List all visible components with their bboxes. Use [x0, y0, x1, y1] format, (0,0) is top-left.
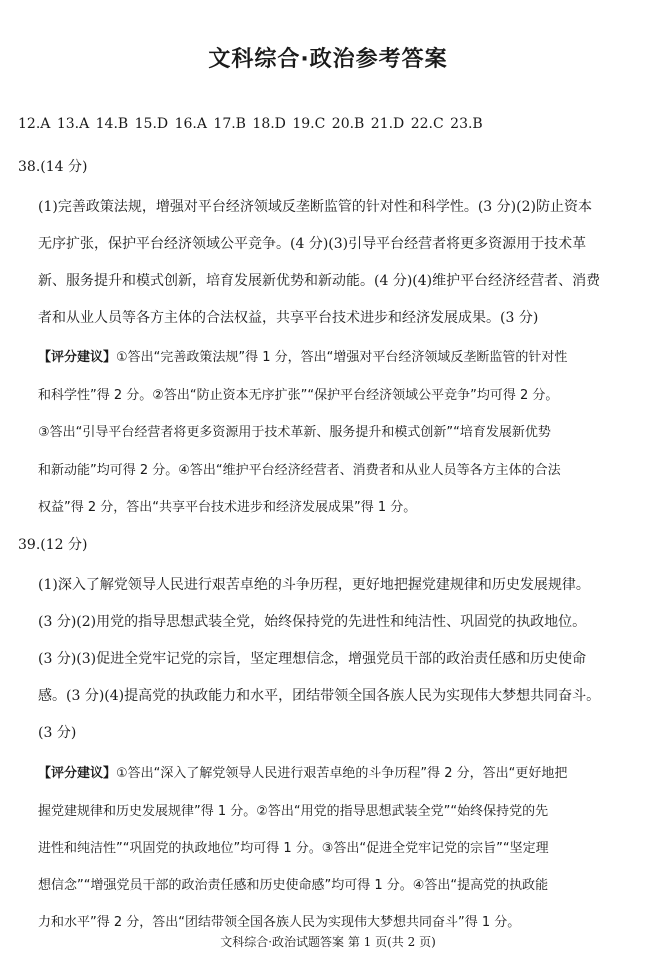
q38-grading-line: 【评分建议】①答出“完善政策法规”得 1 分，答出“增强对平台经济领域反垄断监管的针对性 [38, 350, 568, 365]
q39-grading-line: 【评分建议】①答出“深入了解党领导人民进行艰苦卓绝的斗争历程”得 2 分，答出“更好地把 [38, 766, 568, 781]
q39-answer-line: 感。(3 分)(4)提高党的执政能力和水平，团结带领全国各族人民为实现伟大梦想共同奋斗。 [38, 688, 601, 704]
q38-header: 38.(14 分) [18, 159, 88, 175]
q38-answer-line: (1)完善政策法规，增强对平台经济领域反垄断监管的针对性和科学性。(3 分)(2)防止资本 [38, 199, 592, 215]
page-title: 文科综合·政治参考答案 [208, 47, 448, 72]
q39-header: 39.(12 分) [18, 537, 88, 553]
q38-answer-line: 者和从业人员等各方主体的合法权益，共享平台技术进步和经济发展成果。(3 分) [38, 310, 539, 326]
q39-answer-line: (3 分) [38, 725, 77, 741]
grading-tag: 【评分建议】 [38, 766, 117, 781]
q39-grading-line: 握党建规律和历史发展规律”得 1 分。②答出“用党的指导思想武装全党”“始终保持党的先 [38, 804, 549, 819]
q38-grading-line: 权益”得 2 分，答出“共享平台技术进步和经济发展成果”得 1 分。 [38, 500, 417, 515]
q39-grading-line: 进性和纯洁性”“巩固党的执政地位”均可得 1 分。③答出“促进全党牢记党的宗旨”“坚定理 [38, 841, 549, 856]
q39-answer-line: (3 分)(3)促进全党牢记党的宗旨，坚定理想信念，增强党员干部的政治责任感和历史使命 [38, 651, 587, 667]
q38-answer-line: 新、服务提升和模式创新，培育发展新优势和新动能。(4 分)(4)维护平台经济经营者、消费 [38, 273, 601, 289]
grading-tag: 【评分建议】 [38, 350, 117, 365]
q38-grading-line: ③答出“引导平台经营者将更多资源用于技术革新、服务提升和模式创新”“培育发展新优势 [38, 425, 551, 440]
multiple-choice-answers: 12.A 13.A 14.B 15.D 16.A 17.B 18.D 19.C 20.B 21.D 22.C 23.B [18, 116, 483, 132]
q38-grading-line: 和新动能”均可得 2 分。④答出“维护平台经济经营者、消费者和从业人员等各方主体的合法 [38, 463, 561, 478]
q39-answer-line: (3 分)(2)用党的指导思想武装全党，始终保持党的先进性和纯洁性、巩固党的执政地位。 [38, 614, 587, 630]
page-footer: 文科综合·政治试题答案 第 1 页(共 2 页) [220, 935, 436, 949]
q39-answer-line: (1)深入了解党领导人民进行艰苦卓绝的斗争历程，更好地把握党建规律和历史发展规律。 [38, 577, 590, 593]
q38-grading-line: 和科学性”得 2 分。②答出“防止资本无序扩张”“保护平台经济领域公平竞争”均可得 2 分。 [38, 388, 559, 403]
q38-answer-line: 无序扩张，保护平台经济领域公平竞争。(4 分)(3)引导平台经营者将更多资源用于技术革 [38, 236, 587, 252]
q39-grading-line: 力和水平”得 2 分，答出“团结带领全国各族人民为实现伟大梦想共同奋斗”得 1 分。 [38, 915, 521, 930]
q39-grading-line: 想信念”“增强党员干部的政治责任感和历史使命感”均可得 1 分。④答出“提高党的执政能 [38, 878, 549, 893]
